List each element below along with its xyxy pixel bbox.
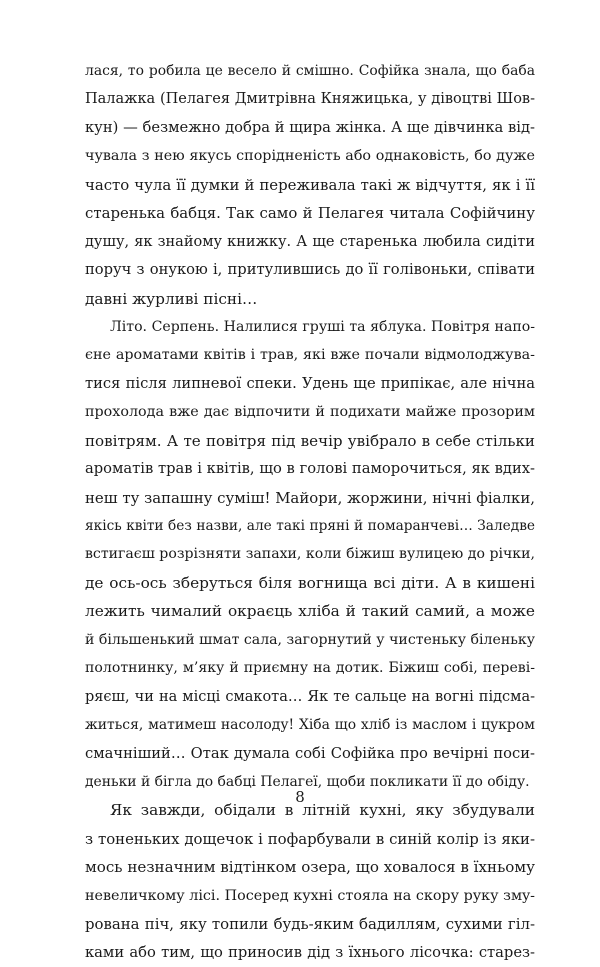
text-line: душу, як знайому книжку. А ще старенька любила сидіти (85, 233, 535, 250)
text-line: де ось-ось зберуться біля вогнища всі діти. А в кишені (85, 573, 535, 592)
body-text (85, 57, 535, 967)
text-line: Палажка (Пелагея Дмитрівна Княжицька, у дівоцтві Шов- (85, 91, 535, 108)
text-line: якісь квіти без назви, але такі пряні й помаранчеві… Заледве (85, 518, 535, 534)
text-line: невеличкому лісі. Посеред кухні стояла на скору руку змy- (85, 887, 535, 904)
text-line: старенька бабця. Так само й Пелагея читала Софійчину (85, 204, 535, 223)
text-line: тися після липневої спеки. Удень ще припікає, але нічна (85, 374, 535, 392)
text-line: поруч з онукою і, притулившись до її голівоньки, співати (85, 261, 535, 279)
text-line: мось незначним відтінком озера, що ховалося в їхньому (85, 858, 535, 877)
text-line: й більшенький шмат сала, загорнутий у чистеньку біленьку (85, 631, 535, 648)
text-line: рована піч, яку топили будь-яким бадиллям, сухими гіл- (85, 915, 535, 934)
text-line: лася, то робила це весело й смішно. Софійка знала, що баба (85, 63, 535, 79)
text-line: повітрям. А те повітря під вечір увібрало в себе стільки (85, 431, 535, 450)
text-line: житься, матимеш насолоду! Хіба що хліб із маслом і цукром (85, 717, 535, 734)
text-line: єне ароматами квітів і трав, які вже почали відмолоджува- (85, 347, 535, 364)
text-line: з тоненьких дощечок і пофарбували в синій колір із яки- (85, 829, 535, 848)
page-number: 8 (295, 788, 305, 806)
text-line: лежить чималий окраєць хліба й такий самий, а може (85, 602, 535, 621)
text-line: Як завжди, обідали в літній кухні, яку збудували (110, 801, 535, 820)
text-line: ароматів трав і квітів, що в голові паморочиться, як вдих- (85, 460, 535, 478)
text-line: полотнинку, м’яку й приємну на дотик. Біжиш собі, переві- (85, 660, 535, 677)
text-line: чувала з нею якусь спорідненість або однаковість, бо дуже (85, 148, 535, 165)
text-line: ряєш, чи на місці смакота… Як те сальце на вогні підсма- (85, 688, 535, 705)
text-line: кун) — безмежно добра й щира жінка. А ще дівчинка від- (85, 118, 535, 136)
text-line: давні журливі пісні… (85, 289, 258, 308)
text-line: Літо. Серпень. Налилися груші та яблука. Повітря напо- (110, 318, 535, 335)
text-line: прохолода вже дає відпочити й подихати майже прозорим (85, 404, 535, 421)
text-line: неш ту запашну суміш! Майори, жоржини, нічні фіалки, (85, 488, 535, 507)
text-line: смачніший… Отак думала собі Софійка про вечірні поси- (85, 744, 535, 762)
text-line: часто чула її думки й переживала такі ж відчуття, як і її (85, 175, 535, 194)
text-line: деньки й бігла до бабці Пелагеї, щоби покликати її до обіду. (85, 773, 530, 790)
text-line: ками або тим, що приносив дід з їхнього лісочка: старез- (85, 943, 535, 961)
text-line: встигаєш розрізняти запахи, коли біжиш вулицею до річки, (85, 546, 535, 563)
